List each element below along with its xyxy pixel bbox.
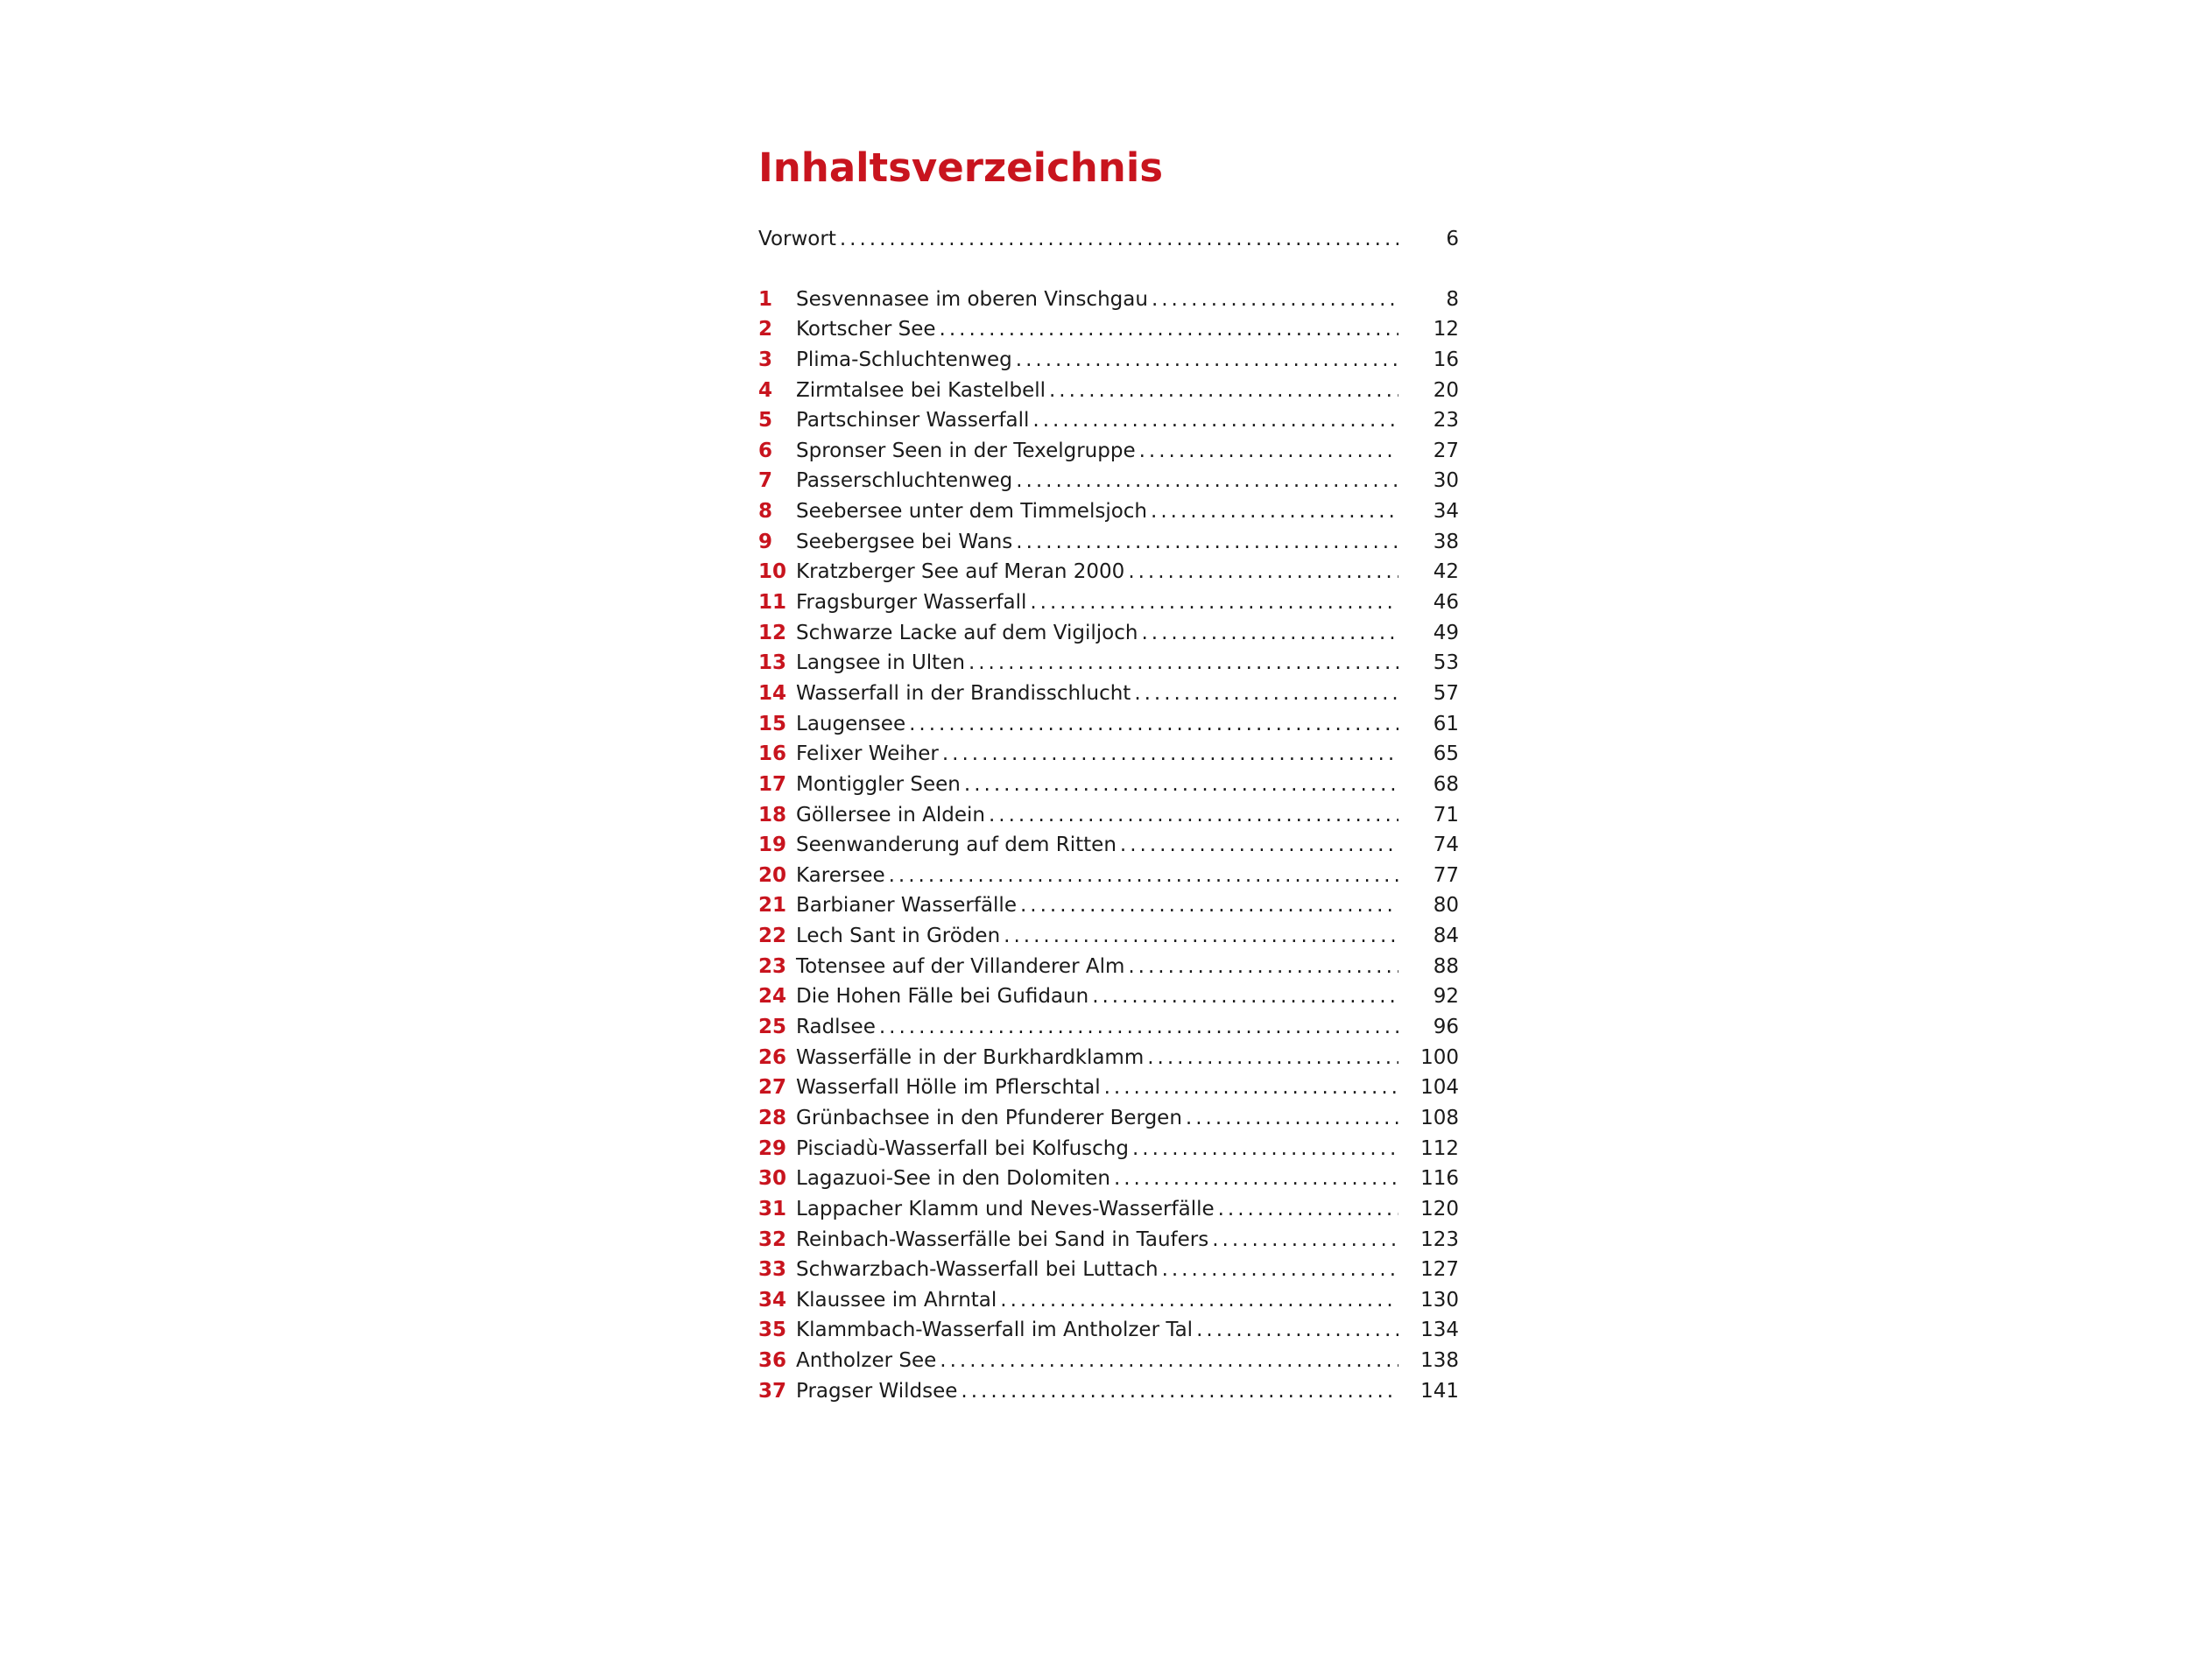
- toc-entry-number: 20: [758, 863, 787, 887]
- dot-leader: [1004, 921, 1398, 952]
- dot-leader: [1196, 1315, 1398, 1346]
- toc-entry-page: 127: [1420, 1258, 1459, 1282]
- toc-entry-number: 8: [758, 500, 773, 524]
- dot-leader: [942, 739, 1398, 770]
- toc-entry-label: Radlsee: [796, 1016, 876, 1039]
- toc-entry-row[interactable]: [758, 800, 1459, 831]
- toc-entry-label: Schwarzbach-Wasserfall bei Luttach: [796, 1258, 1159, 1282]
- toc-entry-page: 8: [1446, 287, 1459, 311]
- toc-entry-row[interactable]: [758, 770, 1459, 800]
- toc-entry-main: [758, 1255, 1402, 1285]
- toc-entry-row[interactable]: [758, 1285, 1459, 1316]
- toc-entry-number: 1: [758, 287, 773, 311]
- toc-entry-row[interactable]: [758, 981, 1459, 1012]
- toc-entry-row[interactable]: [758, 921, 1459, 952]
- toc-entry-main: [758, 1012, 1402, 1043]
- toc-entry-label: Partschinser Wasserfall: [796, 409, 1030, 433]
- toc-entry-main: [758, 739, 1402, 770]
- dot-leader: [1092, 981, 1398, 1012]
- toc-entry-page: 23: [1433, 409, 1459, 433]
- dot-leader: [1114, 1164, 1398, 1194]
- dot-leader: [1132, 1134, 1398, 1164]
- page-title: Inhaltsverzeichnis: [758, 144, 1164, 191]
- toc-entry-label: Spronser Seen in der Texelgruppe: [796, 439, 1136, 462]
- toc-preface-page: 6: [1446, 228, 1459, 250]
- toc-entry-page: 74: [1433, 834, 1459, 857]
- toc-entry-page: 20: [1433, 378, 1459, 402]
- toc-entry-page: 116: [1420, 1167, 1459, 1191]
- toc-entry-number: 7: [758, 469, 773, 493]
- dot-leader: [1186, 1103, 1398, 1134]
- toc-entry-label: Passerschluchtenweg: [796, 469, 1013, 493]
- toc-entry-main: [758, 861, 1402, 891]
- dot-leader: [1212, 1225, 1398, 1256]
- toc-entry-page: 38: [1433, 530, 1459, 553]
- dot-leader: [961, 1376, 1398, 1407]
- toc-entry-main: [758, 890, 1402, 921]
- toc-entry-number: 2: [758, 318, 773, 341]
- toc-entry-page: 108: [1420, 1106, 1459, 1129]
- toc-entry-main: [758, 1194, 1402, 1225]
- dot-leader: [1162, 1255, 1398, 1285]
- toc-entry-page: 42: [1433, 560, 1459, 584]
- toc-preface-label: Vorwort: [758, 228, 836, 250]
- toc-entry-label: Wasserfall in der Brandisschlucht: [796, 681, 1131, 705]
- toc-entry-label: Montiggler Seen: [796, 772, 961, 796]
- toc-entry-main: [758, 345, 1402, 376]
- toc-entry-label: Göllersee in Aldein: [796, 803, 985, 826]
- dot-leader: [1152, 285, 1398, 315]
- toc-entry-number: 32: [758, 1227, 787, 1251]
- toc-entry-row[interactable]: [758, 314, 1459, 345]
- toc-entry-main: [758, 527, 1402, 558]
- dot-leader: [1016, 466, 1398, 496]
- toc-entry-label: Seebersee unter dem Timmelsjoch: [796, 500, 1148, 524]
- dot-leader: [964, 770, 1398, 800]
- toc-entry-page: 12: [1433, 318, 1459, 341]
- toc-entry-page: 61: [1433, 712, 1459, 735]
- toc-entry-page: 65: [1433, 742, 1459, 766]
- toc-entry-list: [758, 285, 1459, 1407]
- dot-leader: [1134, 679, 1398, 709]
- toc-entry-main: [758, 770, 1402, 800]
- toc-entry-number: 31: [758, 1197, 787, 1220]
- toc-entry-row[interactable]: [758, 1194, 1459, 1225]
- toc-entry-row[interactable]: [758, 1346, 1459, 1376]
- toc-entry-number: 26: [758, 1045, 787, 1069]
- toc-entry-number: 6: [758, 439, 773, 462]
- toc-entry-row[interactable]: [758, 1012, 1459, 1043]
- dot-leader: [1016, 345, 1398, 376]
- toc-entry-row[interactable]: [758, 830, 1459, 861]
- toc-entry-row[interactable]: [758, 1043, 1459, 1073]
- toc-entry-label: Grünbachsee in den Pfunderer Bergen: [796, 1106, 1182, 1129]
- dot-leader: [1032, 405, 1398, 436]
- toc-entry-row[interactable]: [758, 466, 1459, 496]
- toc-entry-row[interactable]: [758, 557, 1459, 587]
- toc-entry-main: [758, 285, 1402, 315]
- dot-leader: [1141, 618, 1398, 649]
- toc-entry-label: Sesvennasee im oberen Vinschgau: [796, 287, 1148, 311]
- dot-leader: [1147, 1043, 1398, 1073]
- toc-entry-number: 9: [758, 530, 773, 553]
- toc-entry-number: 19: [758, 834, 787, 857]
- toc-entry-main: [758, 1225, 1402, 1256]
- toc-entry-main: [758, 800, 1402, 831]
- dot-leader: [989, 800, 1398, 831]
- toc-entry-row[interactable]: [758, 496, 1459, 527]
- toc-entry-row[interactable]: [758, 436, 1459, 467]
- toc-entry-label: Seenwanderung auf dem Ritten: [796, 834, 1117, 857]
- toc-entry-number: 10: [758, 560, 787, 584]
- toc-entry-row[interactable]: [758, 587, 1459, 618]
- toc-entry-main: [758, 1073, 1402, 1103]
- toc-entry-page: 57: [1433, 681, 1459, 705]
- toc-entry-number: 37: [758, 1379, 787, 1403]
- toc-entry-number: 36: [758, 1349, 787, 1373]
- toc-entry-label: Fragsburger Wasserfall: [796, 591, 1027, 615]
- toc-entry-label: Pisciadù-Wasserfall bei Kolfuschg: [796, 1136, 1129, 1160]
- toc-entry-row[interactable]: [758, 527, 1459, 558]
- toc-entry-page: 16: [1433, 348, 1459, 371]
- toc-entry-page: 30: [1433, 469, 1459, 493]
- toc-entry-main: [758, 405, 1402, 436]
- toc-entry-page: 46: [1433, 591, 1459, 615]
- toc-entry-row[interactable]: [758, 1103, 1459, 1134]
- dot-leader: [1016, 527, 1398, 558]
- dot-leader: [889, 861, 1398, 891]
- dot-leader: [940, 1346, 1398, 1376]
- toc-entry-label: Barbianer Wasserfälle: [796, 894, 1017, 918]
- dot-leader: [909, 709, 1398, 740]
- dot-leader: [1139, 436, 1398, 467]
- toc-entry-page: 130: [1420, 1288, 1459, 1312]
- toc-entry-main: [758, 376, 1402, 406]
- toc-entry-label: Karersee: [796, 863, 885, 887]
- toc-entry-label: Schwarze Lacke auf dem Vigiljoch: [796, 621, 1138, 644]
- toc-entry-page: 88: [1433, 954, 1459, 978]
- toc-preface-main: [758, 224, 1402, 255]
- toc-entry-label: Kratzberger See auf Meran 2000: [796, 560, 1125, 584]
- dot-leader: [840, 224, 1398, 255]
- toc-entry-main: [758, 981, 1402, 1012]
- toc-entry-main: [758, 436, 1402, 467]
- dot-leader: [1020, 890, 1398, 921]
- toc-entry-number: 11: [758, 591, 787, 615]
- toc-entry-number: 23: [758, 954, 787, 978]
- toc-entry-label: Zirmtalsee bei Kastelbell: [796, 378, 1046, 402]
- toc-entry-row[interactable]: [758, 890, 1459, 921]
- toc-entry-number: 27: [758, 1076, 787, 1100]
- toc-entry-main: [758, 830, 1402, 861]
- toc-entry-main: [758, 1285, 1402, 1316]
- toc-preface-row[interactable]: [758, 224, 1459, 255]
- toc-entry-number: 30: [758, 1167, 787, 1191]
- toc-entry-page: 123: [1420, 1227, 1459, 1251]
- toc-entry-label: Klammbach-Wasserfall im Antholzer Tal: [796, 1319, 1194, 1342]
- toc-entry-row[interactable]: [758, 1073, 1459, 1103]
- toc-entry-number: 33: [758, 1258, 787, 1282]
- toc-entry-page: 134: [1420, 1319, 1459, 1342]
- toc-entry-label: Die Hohen Fälle bei Gufidaun: [796, 985, 1089, 1009]
- toc-entry-label: Totensee auf der Villanderer Alm: [796, 954, 1125, 978]
- dot-leader: [1120, 830, 1398, 861]
- toc-entry-number: 18: [758, 803, 787, 826]
- toc-entry-row[interactable]: [758, 709, 1459, 740]
- toc-entry-page: 34: [1433, 500, 1459, 524]
- toc-entry-main: [758, 1134, 1402, 1164]
- toc-entry-row[interactable]: [758, 739, 1459, 770]
- toc-entry-label: Felixer Weiher: [796, 742, 939, 766]
- toc-entry-row[interactable]: [758, 1315, 1459, 1346]
- toc-entry-main: [758, 709, 1402, 740]
- toc-entry-label: Lech Sant in Gröden: [796, 925, 1001, 948]
- dot-leader: [1104, 1073, 1398, 1103]
- toc-entry-label: Kortscher See: [796, 318, 936, 341]
- toc-entry-label: Antholzer See: [796, 1349, 937, 1373]
- dot-leader: [1030, 587, 1398, 618]
- dot-leader: [879, 1012, 1398, 1043]
- toc-entry-main: [758, 1043, 1402, 1073]
- toc-entry-main: [758, 1346, 1402, 1376]
- toc-entry-number: 12: [758, 621, 787, 644]
- toc-entry-main: [758, 557, 1402, 587]
- toc-entry-row[interactable]: [758, 1164, 1459, 1194]
- toc-entry-page: 100: [1420, 1045, 1459, 1069]
- toc-entry-label: Lappacher Klamm und Neves-Wasserfälle: [796, 1197, 1215, 1220]
- toc-entry-page: 96: [1433, 1016, 1459, 1039]
- table-of-contents: [758, 140, 1459, 1406]
- toc-entry-number: 17: [758, 772, 787, 796]
- toc-entry-label: Lagazuoi-See in den Dolomiten: [796, 1167, 1110, 1191]
- toc-entry-label: Plima-Schluchtenweg: [796, 348, 1012, 371]
- toc-entry-number: 29: [758, 1136, 787, 1160]
- toc-entry-label: Langsee in Ulten: [796, 651, 965, 675]
- toc-entry-row[interactable]: [758, 345, 1459, 376]
- toc-entry-label: Laugensee: [796, 712, 906, 735]
- toc-entry-page: 92: [1433, 985, 1459, 1009]
- toc-entry-number: 21: [758, 894, 787, 918]
- toc-entry-main: [758, 1315, 1402, 1346]
- toc-entry-number: 24: [758, 985, 787, 1009]
- toc-entry-label: Seebergsee bei Wans: [796, 530, 1013, 553]
- toc-entry-main: [758, 679, 1402, 709]
- toc-entry-page: 104: [1420, 1076, 1459, 1100]
- dot-leader: [1151, 496, 1398, 527]
- toc-entry-row[interactable]: [758, 1255, 1459, 1285]
- toc-entry-main: [758, 314, 1402, 345]
- dot-leader: [969, 648, 1398, 679]
- toc-entry-main: [758, 1164, 1402, 1194]
- toc-entry-main: [758, 921, 1402, 952]
- toc-entry-number: 28: [758, 1106, 787, 1129]
- toc-entry-number: 25: [758, 1016, 787, 1039]
- toc-entry-row[interactable]: [758, 376, 1459, 406]
- toc-entry-page: 71: [1433, 803, 1459, 826]
- toc-entry-number: 22: [758, 925, 787, 948]
- toc-entry-number: 13: [758, 651, 787, 675]
- toc-entry-page: 53: [1433, 651, 1459, 675]
- toc-entry-page: 84: [1433, 925, 1459, 948]
- toc-entry-row[interactable]: [758, 679, 1459, 709]
- toc-entry-label: Wasserfälle in der Burkhardklamm: [796, 1045, 1145, 1069]
- toc-entry-main: [758, 1376, 1402, 1407]
- toc-entry-number: 14: [758, 681, 787, 705]
- toc-entry-row[interactable]: [758, 285, 1459, 315]
- toc-entry-row[interactable]: [758, 1376, 1459, 1407]
- toc-entry-main: [758, 952, 1402, 982]
- toc-entry-number: 34: [758, 1288, 787, 1312]
- toc-entry-label: Pragser Wildsee: [796, 1379, 958, 1403]
- toc-entry-row[interactable]: [758, 861, 1459, 891]
- toc-entry-page: 141: [1420, 1379, 1459, 1403]
- toc-entry-row[interactable]: [758, 1225, 1459, 1256]
- toc-entry-main: [758, 496, 1402, 527]
- dot-leader: [1049, 376, 1398, 406]
- toc-entry-row[interactable]: [758, 618, 1459, 649]
- toc-entry-main: [758, 587, 1402, 618]
- toc-entry-number: 3: [758, 348, 773, 371]
- toc-entry-row[interactable]: [758, 648, 1459, 679]
- toc-entry-main: [758, 618, 1402, 649]
- dot-leader: [1128, 952, 1398, 982]
- toc-entry-number: 5: [758, 409, 773, 433]
- dot-leader: [1128, 557, 1398, 587]
- toc-entry-page: 80: [1433, 894, 1459, 918]
- toc-entry-page: 68: [1433, 772, 1459, 796]
- dot-leader: [1218, 1194, 1398, 1225]
- toc-entry-label: Wasserfall Hölle im Pflerschtal: [796, 1076, 1101, 1100]
- toc-entry-page: 49: [1433, 621, 1459, 644]
- toc-entry-main: [758, 466, 1402, 496]
- toc-entry-label: Klaussee im Ahrntal: [796, 1288, 997, 1312]
- toc-entry-number: 4: [758, 378, 773, 402]
- toc-entry-label: Reinbach-Wasserfälle bei Sand in Taufers: [796, 1227, 1209, 1251]
- toc-entry-main: [758, 648, 1402, 679]
- dot-leader: [1000, 1285, 1398, 1316]
- toc-entry-number: 16: [758, 742, 787, 766]
- toc-entry-page: 120: [1420, 1197, 1459, 1220]
- toc-entry-page: 138: [1420, 1349, 1459, 1373]
- toc-entry-row[interactable]: [758, 1134, 1459, 1164]
- toc-entry-main: [758, 1103, 1402, 1134]
- toc-entry-page: 27: [1433, 439, 1459, 462]
- toc-entry-number: 15: [758, 712, 787, 735]
- toc-entry-page: 77: [1433, 863, 1459, 887]
- toc-entry-number: 35: [758, 1319, 787, 1342]
- toc-entry-row[interactable]: [758, 952, 1459, 982]
- toc-entry-page: 112: [1420, 1136, 1459, 1160]
- toc-entry-row[interactable]: [758, 405, 1459, 436]
- dot-leader: [940, 314, 1398, 345]
